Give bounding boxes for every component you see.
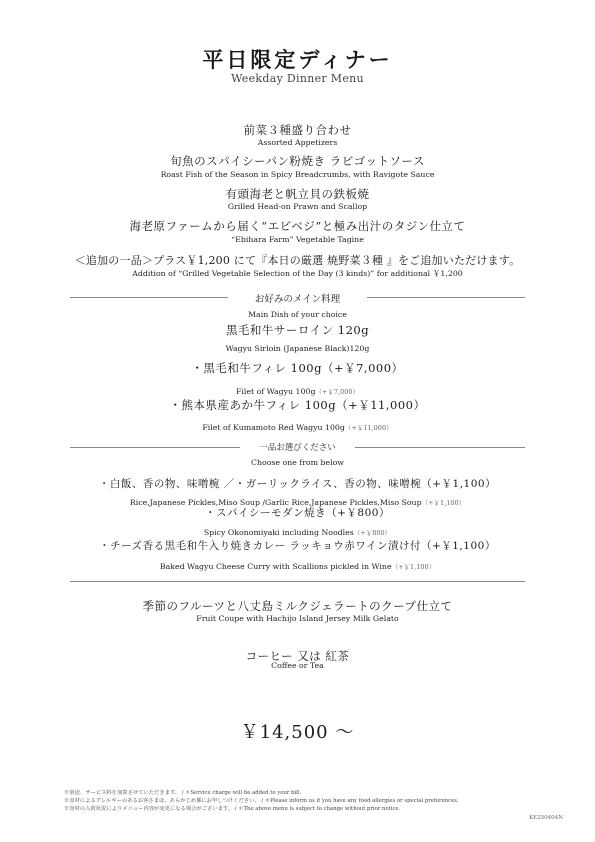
kumamoto-en: Filet of Kumamoto Red Wagyu 100g: [202, 423, 345, 432]
footer-note-2: ※食材によるアレルギーのあるお客さまは、あらかじめ係にお申しつけください。 / ＊Please inform us if you have any food allergies or special preferences.: [64, 798, 459, 804]
fish-jp: 旬魚のスパイシーパン粉焼き ラビゴットソース: [170, 154, 425, 168]
appetizer-jp: 前菜３種盛り合わせ: [243, 123, 352, 137]
crepe-jp: 季節のフルーツと八丈島ミルクジェラートのクープ仕立て: [142, 599, 453, 613]
coffee-en: Coffee or Tea: [271, 661, 324, 670]
addon-en: Addition of “Grilled Vegetable Selection of the Day (3 kinds)” for additional ￥1,200: [132, 269, 463, 278]
addon-jp: ＜追加の一品＞プラス￥1,200 にて『本日の厳選 焼野菜３種 』をご追加いただけます。: [74, 254, 521, 267]
rice-price-small: （+￥1,100）: [421, 499, 466, 507]
rice-jp: ・白飯、香の物、味噌椀 ／・ガーリックライス、香の物、味噌椀（+￥1,100）: [98, 478, 497, 490]
page-subtitle: Weekday Dinner Menu: [231, 72, 364, 85]
okonomiyaki-en-line: [0, 520, 595, 539]
tagine-jp: 海老原ファームから届く“エビベジ”と極み出汁のタジン仕立て: [129, 219, 466, 233]
fillet-price-small: （+￥7,000）: [315, 388, 359, 396]
fillet-en-line: [0, 379, 595, 398]
tagine-en: “Ebihara Farm” Vegetable Tagine: [231, 235, 364, 244]
curry-price-small: （+￥1,100）: [391, 563, 436, 571]
kumamoto-price-small: （+￥11,000）: [344, 424, 393, 432]
curry-jp: ・チーズ香る黒毛和牛入り焼きカレー ラッキョウ赤ワイン漬け付（+￥1,100）: [99, 540, 496, 552]
sirloin-en: Wagyu Sirloin (Japanese Black)120g: [225, 344, 370, 353]
okonomiyaki-price-small: （+￥800）: [353, 529, 392, 537]
appetizer-en: Assorted Appetizers: [257, 138, 338, 147]
main-dish-heading: お好みのメイン料理: [254, 294, 341, 305]
crepe-en: Fruit Coupe with Hachijo Island Jersey Milk Gelato: [196, 614, 399, 623]
divider-full: [70, 581, 525, 582]
choose-heading: 一品お選びください: [259, 443, 336, 453]
fish-en: Roast Fish of the Season in Spicy Breadcrumbs, with Ravigote Sauce: [160, 170, 435, 179]
footer-note-3: ※食材の入荷状況によりメニュー内容が変更になる場合がございます。 / ＊The above menu is subject to change without prior notice.: [64, 806, 401, 812]
menu-code: KE250404N: [529, 815, 563, 821]
okonomiyaki-jp: ・スパイシーモダン焼き（+￥800）: [205, 507, 390, 519]
prawn-jp: 有頭海老と帆立貝の鉄板焼: [225, 187, 370, 201]
prawn-en: Grilled Head-on Prawn and Scallop: [227, 202, 368, 211]
page-title: 平日限定ディナー: [202, 47, 393, 72]
coffee-jp: コーヒー 又は 紅茶: [245, 649, 350, 663]
okonomiyaki-en: Spicy Okonomiyaki including Noodles: [203, 528, 354, 537]
rice-en: Rice,Japanese Pickles,Miso Soup /Garlic Rice,Japanese Pickles,Miso Soup: [129, 498, 422, 507]
course-price: ￥14,500 ～: [240, 722, 355, 743]
choose-heading-en: Choose one from below: [251, 458, 344, 467]
kumamoto-jp: ・熊本県産あか牛フィレ 100g（+￥11,000）: [169, 398, 426, 412]
footer-note-1: ※別途、サービス料を加算させていただきます。 / ＊Service charge will be added to your bill.: [64, 790, 302, 796]
fillet-en: Filet of Wagyu 100g: [236, 387, 316, 396]
fillet-jp: ・黒毛和牛フィレ 100g（+￥7,000）: [191, 361, 404, 375]
sirloin-jp: 黒毛和牛サーロイン 120g: [225, 323, 370, 337]
curry-en: Baked Wagyu Cheese Curry with Scallions pickled in Wine: [159, 562, 392, 571]
kumamoto-en-line: [0, 415, 595, 434]
curry-en-line: [0, 554, 595, 573]
main-dish-heading-en: Main Dish of your choice: [248, 310, 347, 319]
